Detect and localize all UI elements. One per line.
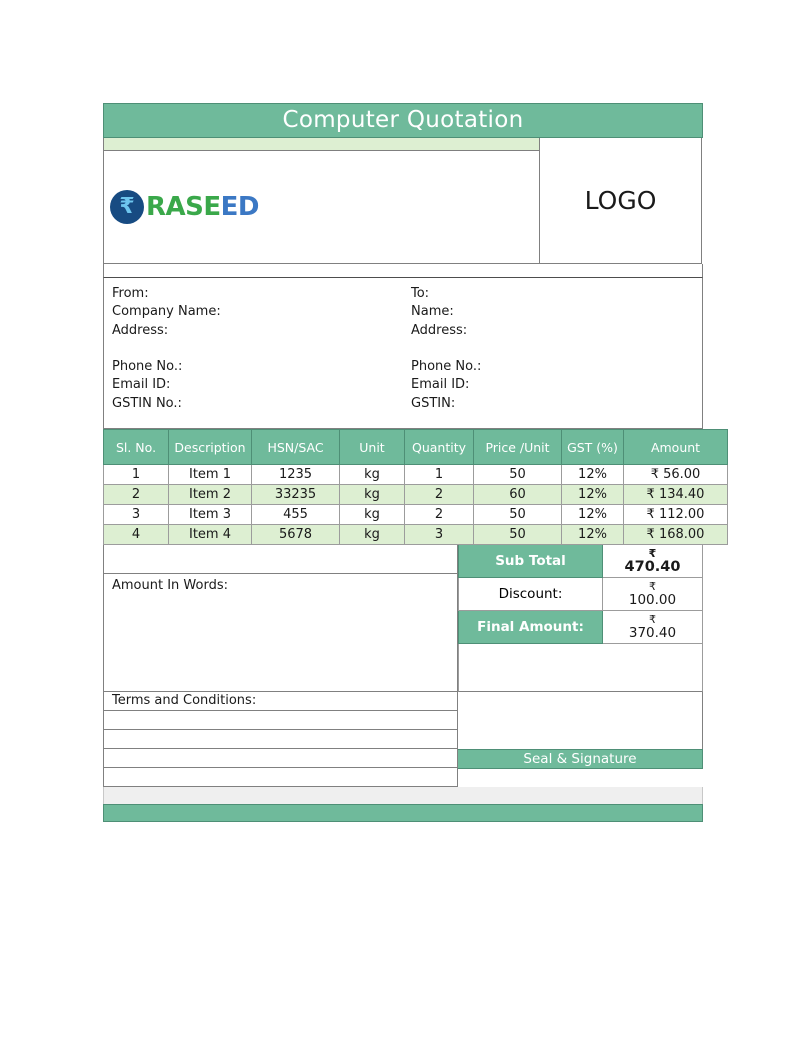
brand-text-part2: ED (220, 192, 259, 222)
terms-line-2 (103, 730, 458, 749)
rupee-icon: ₹ (110, 190, 144, 224)
cell-gst: 12% (562, 485, 624, 505)
rupee-symbol-icon: ₹ (649, 579, 656, 593)
logo-left-column (103, 138, 540, 264)
to-heading: To: (411, 286, 430, 301)
seal-signature-label: Seal & Signature (458, 749, 703, 769)
cell-gst: 12% (562, 525, 624, 545)
final-amount-value (603, 611, 703, 644)
footer-green-bar (103, 804, 703, 822)
final-amount-row (458, 611, 703, 644)
table-row (104, 525, 728, 545)
rupee-symbol-icon: ₹ (649, 612, 656, 626)
cell-amount: ₹ 56.00 (624, 465, 728, 485)
to-address-label: Address: (411, 322, 468, 338)
terms-section (103, 692, 703, 787)
terms-line-4 (103, 768, 458, 787)
column-header-gst: GST (%) (562, 430, 624, 465)
page-title: Computer Quotation (282, 107, 524, 133)
spacer-row (103, 264, 703, 277)
discount-amount: 100.00 (628, 591, 677, 608)
sub-total-value (603, 545, 703, 578)
cell-amount: ₹ 112.00 (624, 505, 728, 525)
cell-unit: kg (340, 525, 405, 545)
column-header-description: Description (169, 430, 252, 465)
final-amount-number: 370.40 (628, 624, 677, 641)
items-table-header-row (104, 430, 728, 465)
cell-sl-no: 2 (104, 485, 169, 505)
cell-description: Item 3 (169, 505, 252, 525)
from-company-label: Company Name: (112, 304, 221, 320)
logo-placeholder-text: LOGO (584, 186, 657, 215)
discount-label: Discount: (458, 578, 603, 611)
cell-quantity: 3 (405, 525, 474, 545)
table-row (104, 465, 728, 485)
to-email-label: Email ID: (411, 377, 470, 393)
logo-band (103, 138, 703, 264)
cell-gst: 12% (562, 505, 624, 525)
to-phone-label: Phone No.: (411, 359, 482, 375)
signature-blank-area (458, 692, 703, 749)
cell-price-unit: 60 (474, 485, 562, 505)
terms-label: Terms and Conditions: (103, 692, 458, 711)
cell-unit: kg (340, 505, 405, 525)
from-address-label: Address: (112, 322, 169, 338)
items-table (103, 429, 728, 545)
table-row (104, 505, 728, 525)
terms-line-1 (103, 711, 458, 730)
totals-column (458, 545, 703, 692)
brand-logo-cell (104, 151, 539, 264)
cell-quantity: 2 (405, 485, 474, 505)
logo-placeholder-cell (540, 138, 702, 264)
cell-unit: kg (340, 465, 405, 485)
rupee-symbol-icon: ₹ (648, 546, 657, 560)
cell-price-unit: 50 (474, 465, 562, 485)
amount-in-words-label: Amount In Words: (112, 578, 228, 593)
from-phone-label: Phone No.: (112, 359, 183, 375)
table-row (104, 485, 728, 505)
from-block (104, 278, 403, 428)
cell-hsn-sac: 455 (252, 505, 340, 525)
discount-row (458, 578, 703, 611)
raseed-logo (110, 190, 259, 224)
totals-section (103, 545, 703, 692)
sub-total-label: Sub Total (458, 545, 603, 578)
to-gstin-label: GSTIN: (411, 395, 456, 411)
cell-price-unit: 50 (474, 525, 562, 545)
cell-gst: 12% (562, 465, 624, 485)
column-header-price-unit: Price /Unit (474, 430, 562, 465)
discount-value (603, 578, 703, 611)
cell-price-unit: 50 (474, 505, 562, 525)
cell-description: Item 4 (169, 525, 252, 545)
from-heading: From: (112, 286, 149, 301)
terms-left-column (103, 692, 458, 787)
cell-sl-no: 1 (104, 465, 169, 485)
document-title-bar (103, 103, 703, 138)
column-header-hsn-sac: HSN/SAC (252, 430, 340, 465)
from-gstin-label: GSTIN No.: (112, 395, 182, 411)
cell-description: Item 2 (169, 485, 252, 505)
cell-quantity: 2 (405, 505, 474, 525)
cell-amount: ₹ 134.40 (624, 485, 728, 505)
cell-unit: kg (340, 485, 405, 505)
cell-hsn-sac: 5678 (252, 525, 340, 545)
column-header-sl-no: Sl. No. (104, 430, 169, 465)
cell-quantity: 1 (405, 465, 474, 485)
sub-total-amount: 470.40 (624, 558, 681, 575)
footer-grey-bar (103, 787, 703, 804)
final-amount-label: Final Amount: (458, 611, 603, 644)
sub-total-row (458, 545, 703, 578)
accent-strip (104, 138, 539, 151)
cell-sl-no: 4 (104, 525, 169, 545)
cell-amount: ₹ 168.00 (624, 525, 728, 545)
cell-hsn-sac: 33235 (252, 485, 340, 505)
cell-hsn-sac: 1235 (252, 465, 340, 485)
amount-in-words-box (103, 545, 458, 692)
words-spacer (104, 545, 457, 574)
to-name-label: Name: (411, 304, 454, 320)
column-header-quantity: Quantity (405, 430, 474, 465)
parties-section (103, 277, 703, 429)
brand-wordmark (146, 194, 259, 220)
signature-column (458, 692, 703, 787)
column-header-amount: Amount (624, 430, 728, 465)
cell-description: Item 1 (169, 465, 252, 485)
brand-text-part1: RASE (146, 192, 221, 222)
column-header-unit: Unit (340, 430, 405, 465)
cell-sl-no: 3 (104, 505, 169, 525)
quotation-document (103, 103, 703, 822)
totals-blank-area (458, 644, 703, 692)
terms-line-3 (103, 749, 458, 768)
from-email-label: Email ID: (112, 377, 171, 393)
to-block (403, 278, 702, 428)
